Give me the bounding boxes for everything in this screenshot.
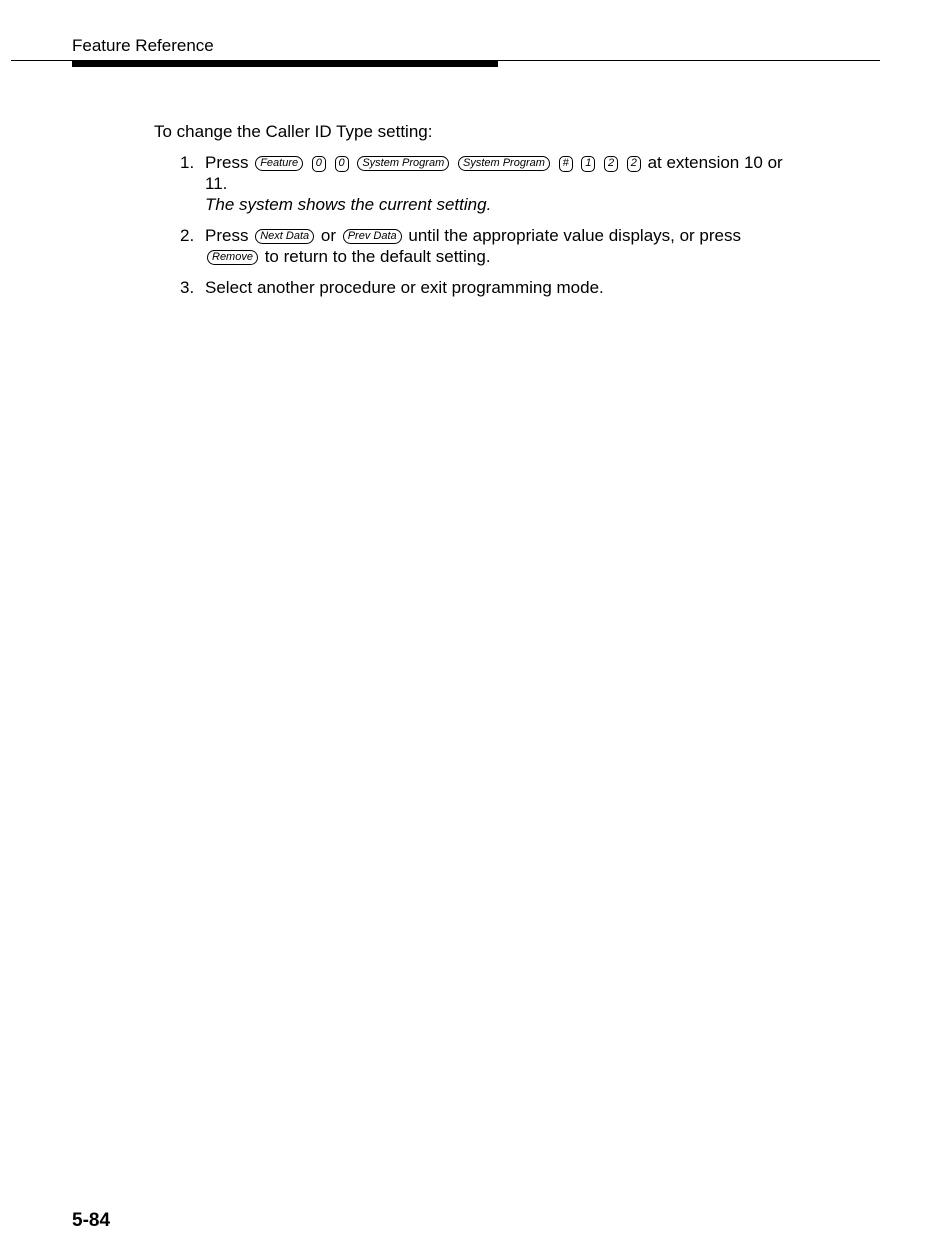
step-text: Press bbox=[205, 153, 249, 172]
step-text: or bbox=[320, 226, 336, 245]
step-number: 1. bbox=[180, 153, 195, 172]
step-1 bbox=[154, 152, 794, 215]
step-text: Press bbox=[205, 226, 249, 245]
procedure-steps bbox=[154, 152, 794, 298]
pound-key: # bbox=[559, 156, 573, 172]
system-program-key: System Program bbox=[458, 156, 550, 171]
prev-data-key: Prev Data bbox=[343, 229, 402, 244]
dial-key: 2 bbox=[627, 156, 641, 172]
step-number: 2. bbox=[180, 226, 195, 245]
page-number: 5-84 bbox=[72, 1210, 111, 1231]
dial-key: 0 bbox=[335, 156, 349, 172]
next-data-key: Next Data bbox=[255, 229, 314, 244]
procedure-section bbox=[154, 121, 794, 308]
running-header: Feature Reference bbox=[72, 36, 214, 55]
dial-key: 2 bbox=[604, 156, 618, 172]
step-text: until the appropriate value displays, or press bbox=[408, 226, 742, 245]
remove-key: Remove bbox=[207, 250, 258, 265]
system-program-key: System Program bbox=[357, 156, 449, 171]
dial-key: 1 bbox=[581, 156, 595, 172]
feature-key: Feature bbox=[255, 156, 303, 171]
step-result-note: The system shows the current setting. bbox=[205, 195, 492, 214]
step-3 bbox=[154, 277, 794, 298]
dial-key: 0 bbox=[312, 156, 326, 172]
step-text: Select another procedure or exit programming mode. bbox=[205, 278, 604, 297]
header-bar bbox=[72, 61, 498, 67]
step-text: at extension 10 or 11. bbox=[205, 153, 783, 193]
step-text: to return to the default setting. bbox=[264, 247, 491, 266]
step-number: 3. bbox=[180, 278, 195, 297]
step-2 bbox=[154, 225, 794, 267]
procedure-intro: To change the Caller ID Type setting: bbox=[154, 122, 433, 141]
